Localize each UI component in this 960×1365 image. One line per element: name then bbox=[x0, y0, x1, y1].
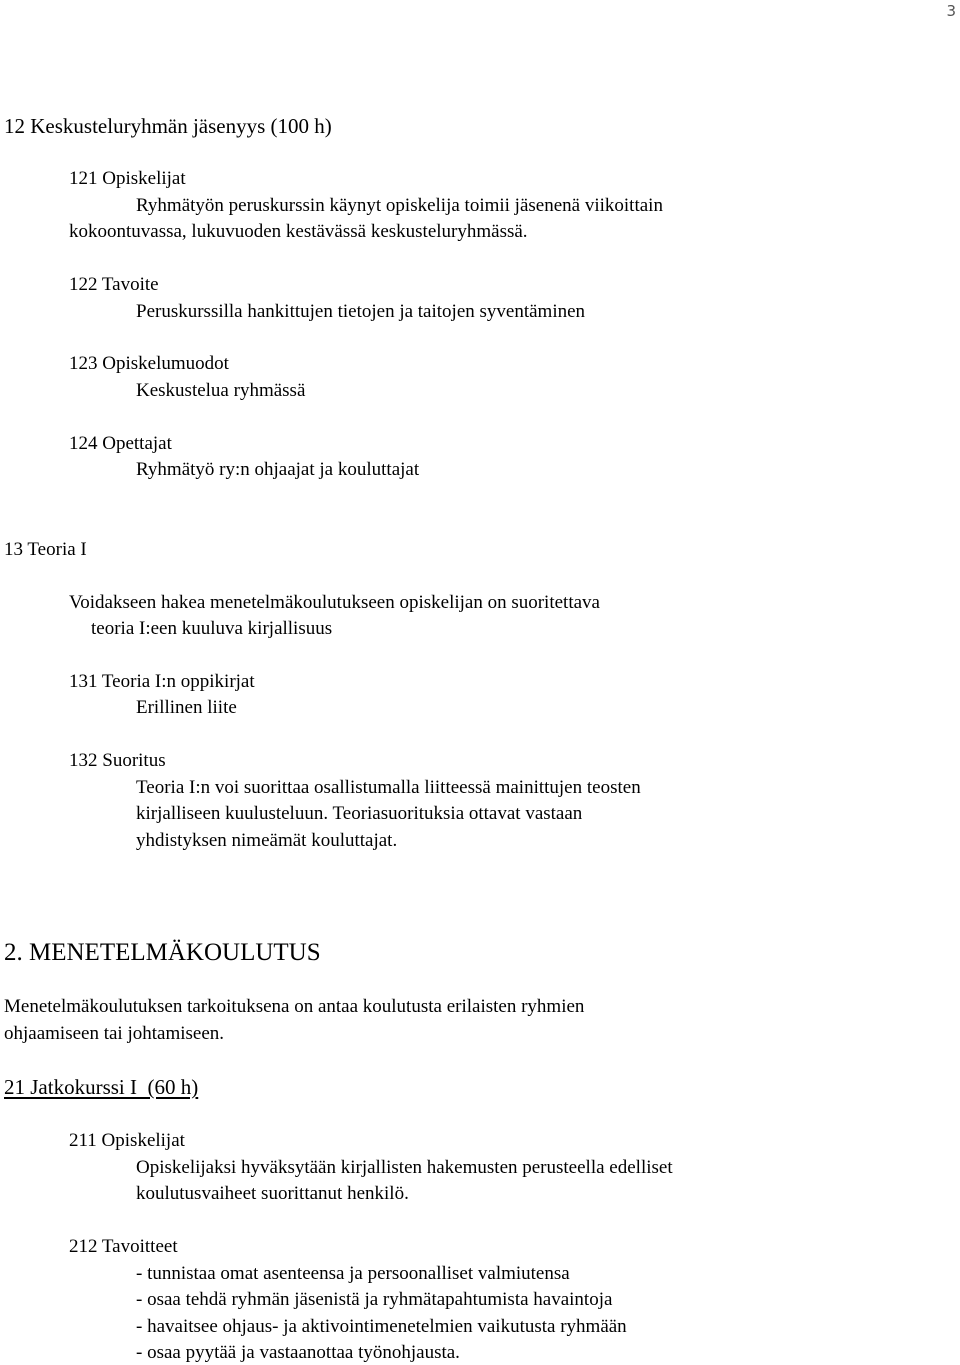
section-121-title: 121 Opiskelijat bbox=[69, 168, 186, 189]
section-121-line-2: kokoontuvassa, lukuvuoden kestävässä keskusteluryhmässä. bbox=[69, 221, 528, 242]
section-132-line-3: yhdistyksen nimeämät kouluttajat. bbox=[136, 830, 398, 851]
section-212-line-1: - tunnistaa omat asenteensa ja persoonalliset valmiutensa bbox=[136, 1263, 570, 1284]
section-124-title: 124 Opettajat bbox=[69, 433, 172, 454]
section-2-heading: 2. MENETELMÄKOULUTUS bbox=[4, 939, 321, 966]
section-121-line-1: Ryhmätyön peruskurssin käynyt opiskelija toimii jäsenenä viikoittain bbox=[136, 195, 663, 216]
section-212-line-4: - osaa pyytää ja vastaanottaa työnohjausta. bbox=[136, 1342, 460, 1363]
section-13-intro-line-1: Voidakseen hakea menetelmäkoulutukseen opiskelijan on suoritettava bbox=[69, 592, 600, 613]
section-211-line-2: koulutusvaiheet suorittanut henkilö. bbox=[136, 1183, 409, 1204]
section-2-intro-line-2: ohjaamiseen tai johtamiseen. bbox=[4, 1023, 225, 1044]
section-211-line-1: Opiskelijaksi hyväksytään kirjallisten hakemusten perusteella edelliset bbox=[136, 1157, 673, 1178]
section-122-line-1: Peruskurssilla hankittujen tietojen ja taitojen syventäminen bbox=[136, 301, 586, 322]
section-13-heading: 13 Teoria I bbox=[4, 539, 87, 560]
section-122-title: 122 Tavoite bbox=[69, 274, 159, 295]
section-132-line-2: kirjalliseen kuulusteluun. Teoriasuorituksia ottavat vastaan bbox=[136, 803, 583, 824]
section-212-title: 212 Tavoitteet bbox=[69, 1236, 178, 1257]
section-212-line-2: - osaa tehdä ryhmän jäsenistä ja ryhmätapahtumista havaintoja bbox=[136, 1289, 613, 1310]
section-2-intro-line-1: Menetelmäkoulutuksen tarkoituksena on antaa koulutusta erilaisten ryhmien bbox=[4, 996, 585, 1017]
section-21-heading: 21 Jatkokurssi I (60 h) bbox=[4, 1075, 199, 1099]
section-132-title: 132 Suoritus bbox=[69, 750, 166, 771]
section-132-line-1: Teoria I:n voi suorittaa osallistumalla liitteessä mainittujen teosten bbox=[136, 777, 641, 798]
section-131-line-1: Erillinen liite bbox=[136, 697, 237, 718]
section-123-title: 123 Opiskelumuodot bbox=[69, 353, 229, 374]
section-211-title: 211 Opiskelijat bbox=[69, 1130, 185, 1151]
section-13-intro-line-2: teoria I:een kuuluva kirjallisuus bbox=[91, 618, 333, 639]
section-12-heading: 12 Keskusteluryhmän jäsenyys (100 h) bbox=[4, 114, 332, 138]
section-212-line-3: - havaitsee ohjaus- ja aktivointimenetelmien vaikutusta ryhmään bbox=[136, 1316, 627, 1337]
section-124-line-1: Ryhmätyö ry:n ohjaajat ja kouluttajat bbox=[136, 459, 420, 480]
section-131-title: 131 Teoria I:n oppikirjat bbox=[69, 671, 255, 692]
page-number: 3 bbox=[946, 2, 956, 20]
section-123-line-1: Keskustelua ryhmässä bbox=[136, 380, 306, 401]
